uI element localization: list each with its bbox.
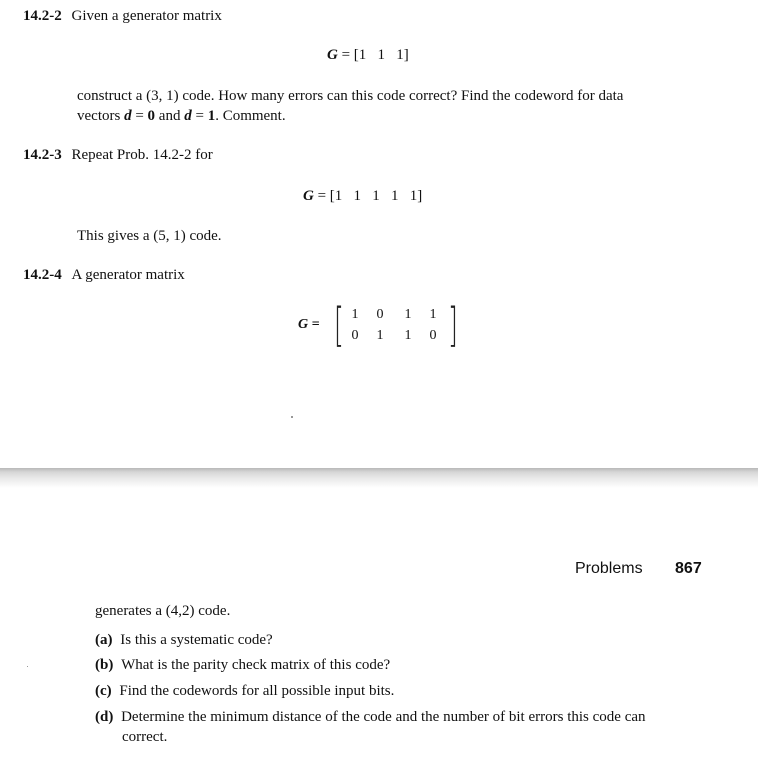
part-text: Find the codewords for all possible input bits. bbox=[119, 683, 395, 699]
problem-body-line1: construct a (3, 1) code. How many errors can this code correct? Find the codeword for data bbox=[77, 88, 624, 104]
part-text: Determine the minimum distance of the code and the number of bit errors this code can bbox=[121, 709, 646, 725]
problem-number: 14.2-2 bbox=[23, 8, 62, 24]
matrix-cell: 0 bbox=[351, 328, 359, 343]
matrix-cell: 1 bbox=[429, 307, 437, 322]
problem-intro: Repeat Prob. 14.2-2 for bbox=[71, 147, 213, 163]
part-label: (d) bbox=[95, 709, 114, 725]
var-d: d bbox=[124, 108, 132, 124]
part-label: (a) bbox=[95, 632, 113, 648]
problem-number: 14.2-4 bbox=[23, 267, 62, 283]
text-eq: = bbox=[191, 108, 208, 124]
equation-lhs: G bbox=[303, 188, 314, 204]
part-a bbox=[95, 632, 273, 649]
generator-matrix bbox=[298, 298, 468, 352]
part-d-continued: correct. bbox=[122, 729, 168, 745]
problem-intro: Given a generator matrix bbox=[71, 8, 222, 24]
matrix-lhs: G = bbox=[298, 317, 320, 332]
equation-g-11111 bbox=[303, 188, 422, 205]
matrix-cell: 0 bbox=[429, 328, 437, 343]
part-label: (b) bbox=[95, 657, 114, 673]
problem-note: This gives a (5, 1) code. bbox=[77, 228, 222, 244]
matrix-cell: 0 bbox=[376, 307, 384, 322]
page-header bbox=[575, 560, 702, 578]
stray-dot bbox=[27, 666, 28, 667]
problem-intro: A generator matrix bbox=[71, 267, 185, 283]
value-zero: 0 bbox=[147, 108, 156, 124]
header-label: Problems bbox=[575, 560, 643, 577]
matrix-cell: 1 bbox=[404, 328, 412, 343]
part-b bbox=[95, 657, 390, 674]
page-break-divider bbox=[0, 468, 758, 488]
part-text: Is this a systematic code? bbox=[120, 632, 273, 648]
matrix-cell: 1 bbox=[351, 307, 359, 322]
problem-body-line2 bbox=[77, 108, 286, 125]
text-and: and bbox=[155, 108, 185, 124]
value-one: 1 bbox=[207, 108, 216, 124]
part-d bbox=[95, 709, 646, 726]
right-bracket: ] bbox=[448, 298, 458, 352]
matrix-cell: 1 bbox=[376, 328, 384, 343]
problem-number: 14.2-3 bbox=[23, 147, 62, 163]
page-number: 867 bbox=[675, 560, 702, 577]
left-bracket: [ bbox=[334, 298, 344, 352]
part-c bbox=[95, 683, 394, 700]
continuation-intro: generates a (4,2) code. bbox=[95, 603, 231, 619]
equation-rhs: = [1 1 1 1 1] bbox=[317, 188, 423, 204]
equation-g-311 bbox=[327, 47, 409, 64]
text-comment: . Comment. bbox=[215, 108, 286, 124]
text-eq: = bbox=[131, 108, 148, 124]
equation-lhs: G bbox=[327, 47, 338, 63]
text-vectors: vectors bbox=[77, 108, 125, 124]
problem-14-2-3-heading bbox=[23, 147, 213, 164]
matrix-cell: 1 bbox=[404, 307, 412, 322]
part-text: What is the parity check matrix of this code? bbox=[121, 657, 391, 673]
var-d: d bbox=[184, 108, 192, 124]
problem-14-2-2-heading bbox=[23, 8, 222, 25]
equation-rhs: = [1 1 1] bbox=[341, 47, 409, 63]
part-label: (c) bbox=[95, 683, 112, 699]
stray-dot bbox=[291, 416, 293, 418]
problem-14-2-4-heading bbox=[23, 267, 185, 284]
